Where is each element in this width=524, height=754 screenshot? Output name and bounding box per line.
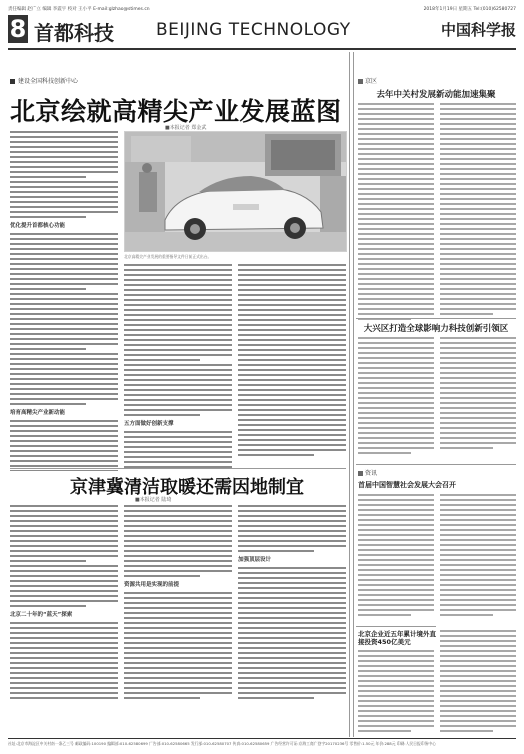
footer-info: 社址:北京市海淀区中关村南一条乙三号 邮政编码:100190 编辑部:010-62580699 广告部:010-62580665 发行部:010-62580707 传真:010-62580659 广告经营许可证:京海工商广登字20170236号 零售价:1.50元 年价:288元 印刷:人民日报印务中心: [8, 741, 436, 746]
main-story-column-1: [10, 131, 118, 471]
sidebar-story-1-col-2: [440, 103, 516, 323]
top-info-bar: [8, 4, 516, 14]
kicker-marker-icon: [10, 79, 15, 84]
main-headline: 北京绘就高精尖产业发展蓝图: [10, 97, 342, 126]
masthead-rule: [8, 48, 516, 50]
subhead-2: 培育高精尖产业新动能: [10, 410, 66, 416]
photo-caption: 北京高精尖产业发展的重要指导文件日前正式出台。: [124, 254, 212, 259]
sidebar-story-1-title: 去年中关村发展新动能加速集聚: [376, 90, 496, 100]
sidebar-story-4-title: 北京企业近五年累计境外直接投资450亿美元: [358, 630, 436, 646]
main-story-kicker: [10, 76, 78, 85]
sidebar-separator-3: [356, 626, 436, 627]
second-subhead-3: 加强顶层设计: [238, 557, 272, 563]
sidebar-section-text: 京区: [365, 78, 378, 85]
sidebar-news-text: 资讯: [365, 470, 378, 477]
exhibition-photo: [124, 131, 347, 252]
section-tag-icon: [358, 79, 363, 84]
sidebar-story-2-col-1: [358, 337, 434, 459]
main-story-kicker-text: 建设全国科技创新中心: [18, 78, 79, 85]
second-subhead-2: 资源共用是实现的前提: [124, 582, 180, 588]
sidebar-story-2-title: 大兴区打造全球影响力科技创新引领区: [363, 324, 509, 334]
main-story-column-2: [124, 264, 232, 470]
second-subhead-1: 北京二十年的“蓝天”探索: [10, 612, 73, 618]
main-byline: ■本报记者 郑金武: [165, 125, 207, 131]
column-divider-inner: [353, 52, 354, 737]
sidebar-story-4-col-2: [440, 630, 516, 737]
newspaper-logo: 中国科学报: [440, 21, 516, 39]
sidebar-story-3-col-2: [440, 494, 516, 624]
car-exhibition-image: [125, 132, 347, 252]
second-story-column-3: [238, 505, 346, 737]
date-info: 2018年1月19日 星期五 Tel:(010)62580727: [423, 7, 516, 12]
sidebar-story-3-col-1: [358, 494, 434, 624]
subhead-1: 优化提升首都核心功能: [10, 223, 66, 229]
editor-info: 责任编辑 赵广立 编辑 李震宇 校对 王小平 E-mail:glzhao@stimes.cn: [8, 7, 150, 12]
column-divider: [349, 52, 350, 737]
section-title-en: BEIJING TECHNOLOGY: [156, 20, 351, 40]
news-tag-icon: [358, 471, 363, 476]
sidebar-story-4-col-1: [358, 650, 434, 737]
story-separator: [10, 468, 346, 469]
sidebar-section-label: [358, 76, 377, 85]
main-story-column-3: [238, 264, 346, 470]
second-byline: ■本报记者 陆琦: [135, 497, 172, 503]
subhead-3: 五方面做好创新支撑: [124, 421, 174, 427]
sidebar-story-1-col-1: [358, 103, 434, 323]
second-story-column-1: [10, 505, 118, 737]
footer-rule: [8, 738, 516, 739]
sidebar-news-label: [358, 468, 377, 477]
section-title: 首都科技: [34, 21, 114, 45]
second-story-column-2: [124, 505, 232, 737]
sidebar-separator-2: [356, 464, 516, 465]
sidebar-story-2-col-2: [440, 337, 516, 459]
sidebar-separator-1: [356, 318, 516, 319]
second-headline: 京津冀清洁取暖还需因地制宜: [70, 477, 304, 498]
masthead: [8, 15, 516, 47]
sidebar-story-3-title: 首届中国智慧社会发展大会召开: [358, 481, 456, 489]
page-number: 8: [9, 15, 27, 43]
